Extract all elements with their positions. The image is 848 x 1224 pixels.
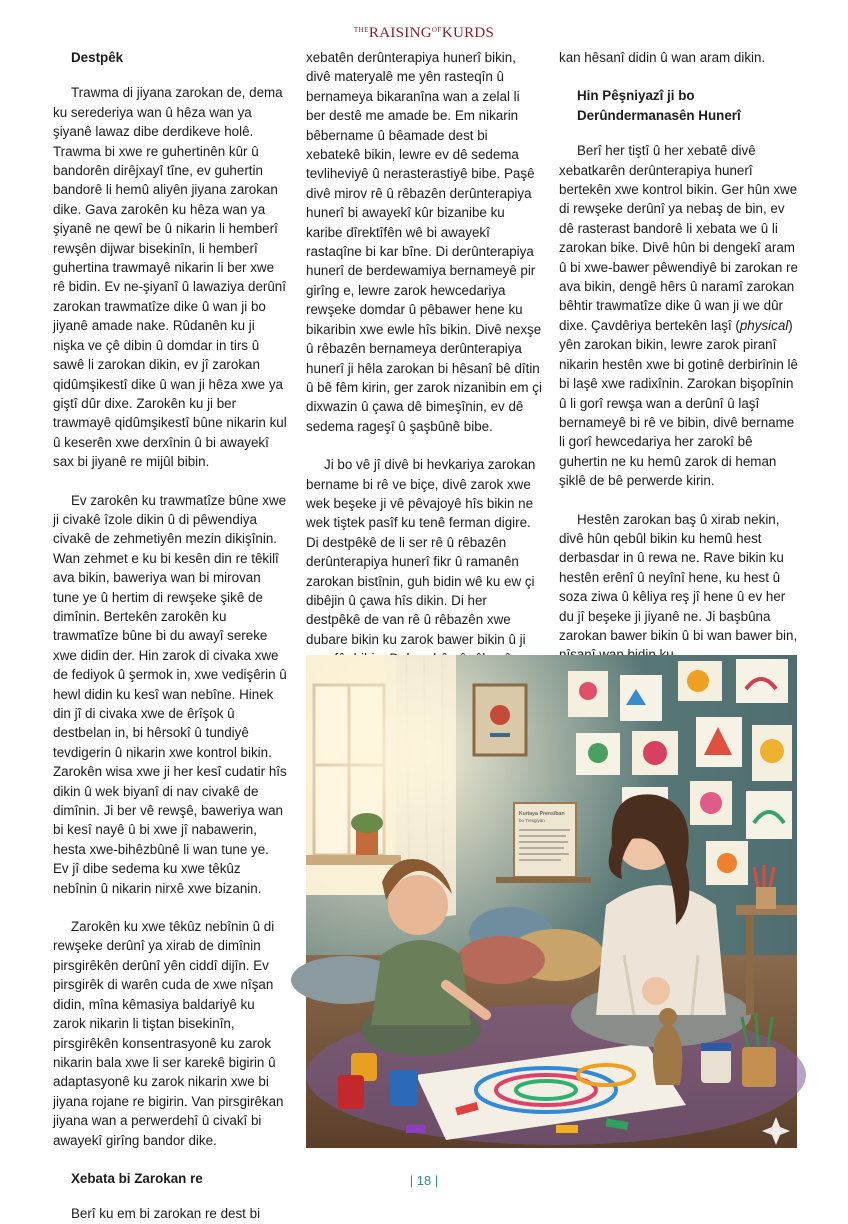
- text-column-2: [306, 48, 542, 707]
- masthead-of: OF: [431, 26, 442, 34]
- poster-title: Kurtaya Prensîban: [519, 811, 565, 817]
- magazine-masthead: [0, 21, 848, 42]
- paragraph-part: ) yên zarokan bikin, lewre zarok piranî nikarin hestên xwe bi gotinê derbirînin lê bi laşê xwe radixînin. Zarokan bişopînin û li gorî rewşa wan a derûnî û laşî bernameyê bi rê ve bibin, divê bername li gorî hewcedariya her zarokî bê guhertin ne ku hemû zarok di heman şiklê de bê perwerde kirin.: [559, 317, 798, 489]
- poster-subtitle: bo Tresgiyan: [519, 818, 545, 823]
- section-heading-pesniyazi: Hin Pêşniyazî ji bo Derûndermanasên Hunerî: [577, 88, 741, 123]
- paragraph: Trawma di jiyana zarokan de, dema ku serederiya wan û hêza wan ya şiyanê lawaz dibe derdikeve holê. Trawma bi xwe re guhertinên kûr û bandorên dirêjxayî tîne, ev guhertin bandorê li hemû aliyên jiyana zarokan dike. Gava zarokên ku hêza wan ya şiyanê ne qewî be û nikarin li hemberî rewşên dijwar bisekinîn, li hemberî guhertina trawmayê nikarin li ber xwe rê bidin. Ev ne-şiyanî û lawaziya derûnî zarokan trawmatîze dike û wan ji bo jiyanê amade nake. Rûdanên ku ji nişka ve çê dibin û domdar in tirs û sawê li zarokan dikin, ev jî zarokan qidûmşikestî dike û wan ji hêza xwe ya giştî dûr dixe. Zarokên ku ji ber trawmayê qidûmşikestî bûne nikarin kul û keserên xwe derxînin û bi awayekî sax bi jiyanê re mijûl bibin.: [53, 85, 287, 470]
- page-number: | 18 |: [409, 1173, 439, 1188]
- paragraph: Berî ku em bi zarokan re dest bi: [71, 1206, 261, 1222]
- paragraph: [559, 141, 799, 490]
- italic-term: physical: [739, 317, 789, 333]
- text-column-3: [559, 48, 799, 665]
- section-heading-destpek: Destpêk: [71, 50, 124, 65]
- paragraph: kan hêsanî didin û wan aram dikin.: [559, 50, 766, 65]
- paragraph: Hestên zarokan baş û xirab nekin, divê hûn qebûl bikin ku hemû hest derbasdar in û rewa ne. Rave bikin ku hestên erênî û neyînî hene, ku hest û soza ziwa û kêliya reş jî hene û ev her du jî beşeke ji jiyanê ne. Ji başbûna zarokan bawer bikin û bi wan bawer bin,: [559, 511, 798, 643]
- illustration-svg: [306, 655, 797, 1148]
- paragraph: xebatên derûnterapiya hunerî bikin, divê materyalê me yên rasteqîn û bernameya bikaranîna wan a zelal li ber destê me amade be. Em nikarin bêbername û bêamade dest bi xebatekê bikin, lewre ev dê sedema tevliheviyê û nerasterastiyê bibe. Paşê divê mirov rê û rêbazên derûnterapiya hunerî bi awayekî kûr bizanibe ku karibe dîrektîfên wê bi awayekî rastaqîne bi kar bîne. Di derûnterapiya hunerî de berdewamiya bernameyê pir girîng e, lewre zarok hewcedariya rewşeke domdar û pêbawer hene ku bikaribin xwe ewle hîs bikin. Divê nexşe û rêbazên bernameya derûnterapiya hunerî ji hêla zarokan bi hêsanî bê dîtin û bê fêm kirin, ger zarok nizanibin em çi dixwazin û çawa dê bimeşînin, ev dê sedema rageşî û şaşbûnê bibe.: [306, 50, 542, 434]
- masthead-raising: RAISING: [368, 25, 432, 41]
- paragraph: Ji bo vê jî divê bi hevkariya zarokan bername bi rê ve biçe, divê zarok xwe wek beşeke ji vê pêvajoyê hîs bikin ne wek tiştek pasîf ku tenê ferman digire. Di destpêkê de li ser rê û rêbazên derûnterapiya hunerî fikr û ramanên zarokan bistînin, guh bidin wê ku ew çi dibêjin û çawa hîs dikin. Di her destpêkê de van rê û rêbazên xwe dubare bikin ku zarok bawer bikin û ji: [306, 457, 536, 647]
- paragraph-part: Berî her tiştî û her xebatê divê xebatkarên derûnterapiya hunerî bertekên xwe kontrol bikin. Ger hûn xwe di rewşeke derûnî ya nebaş de bin, ev dê rasterast bandorê li xebata we û li zarokan bike. Divê hûn bi dengekî aram û bi xwe-bawer pêwendiyê bi zarokan re ava bikin, dengê hêrs û naramî zarokan bêhtir trawmatîze dike û wan ji we dûr dixe. Çavdêriya bertekên laşî (: [559, 143, 798, 333]
- masthead-kurds: KURDS: [441, 25, 495, 41]
- section-heading-xebata: Xebata bi Zarokan re: [71, 1170, 203, 1186]
- text-column-1: [53, 48, 287, 1224]
- paragraph: Ev zarokên ku trawmatîze bûne xwe ji civakê îzole dikin û di pêwendiya civakê de zehmetiyên mezin dikişînin. Wan zehmet e ku bi kesên din re têkilî ava bikin, baweriya wan bi mirovan tune ye û hertim di rewşeke şikê de dimînin. Bertekên zarokên ku trawmatîze bûne bi du awayî sereke xwe didin der. Hin zarok di civaka xwe de fediyok û şermok in, xwe vedişêrin û hewl didin ku kesî wan nebîne. Hinek din jî di civaka xwe de êrîşok û destbelan in, bi hêrsokî û tundiyê tevdigerin û nikarin xwe kontrol bikin. Zarokên wisa xwe ji her kesî cudatir hîs dikin û wek biyanî di nav civakê de dimînin. Ji ber vê rewşê, baweriya wan bi kesî nayê û bi xwe jî nabawerin, hesta xwe-bihêzbûnê li wan tune ye. Ev jî dibe sedema ku xwe têkûz nebînin û nikarin nirxê xwe bizanin.: [53, 492, 287, 896]
- masthead-the: THE: [353, 26, 369, 34]
- paragraph: Zarokên ku xwe têkûz nebînin û di rewşeke derûnî ya xirab de dimînin pirsgirêkên derûnî yên ciddî dijîn. Ev pirsgirêk di warên cuda de xwe nîşan didin, mîna kêmasiya baldariyê ku zarok nikarin li tiştan bisekinîn, pirsgirêkên konsentrasyonê ku zarok nikarin bala xwe li ser karekê bigirin û adaptasyonê ku zarok nikarin xwe bi jiyana rojane re bigirin. Van pirsgirêkan jiyana wan a perwerdehî û civakî bi awayekî girîng bandor dike.: [53, 919, 284, 1148]
- art-therapy-illustration: [306, 655, 797, 1148]
